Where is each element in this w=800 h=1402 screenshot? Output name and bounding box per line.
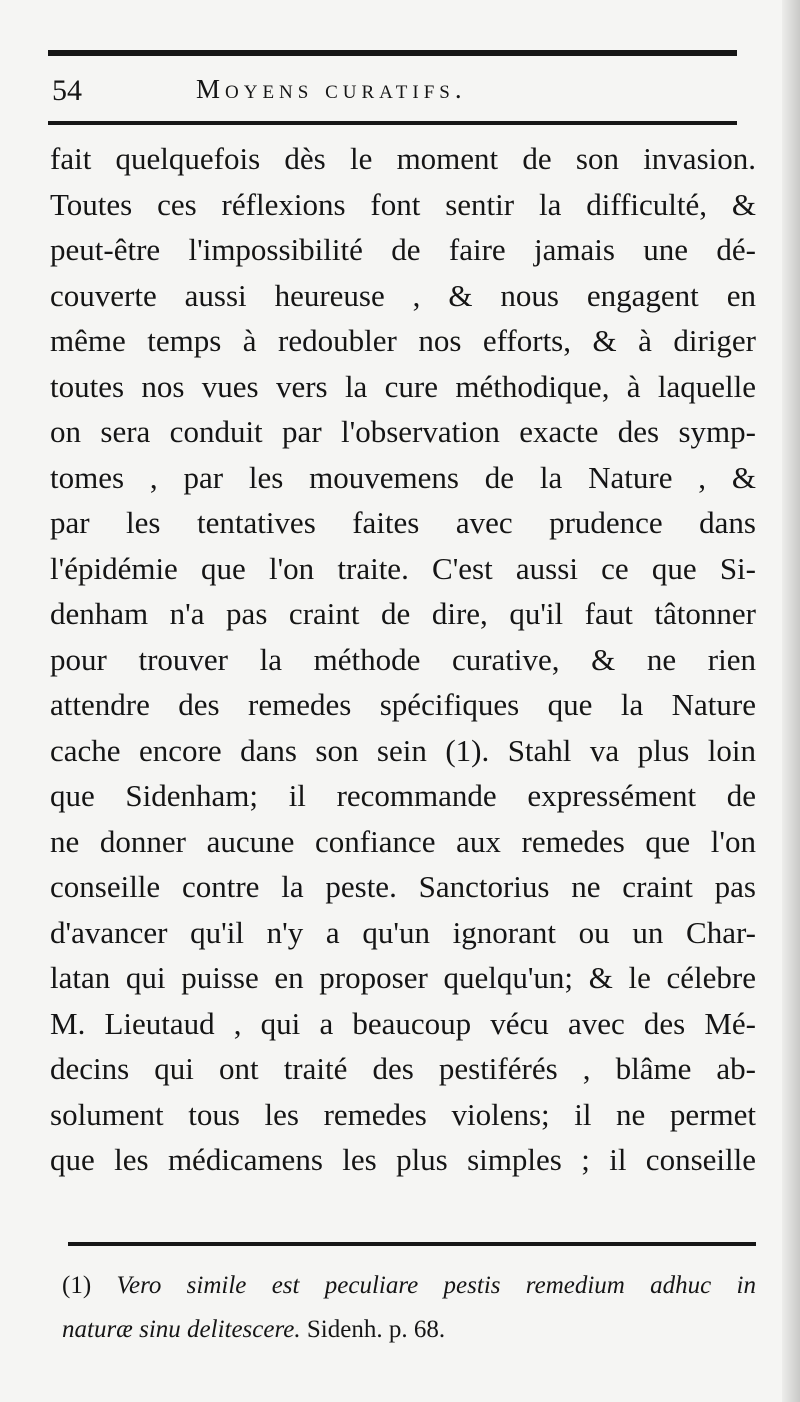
page-number: 54 bbox=[52, 74, 82, 107]
text-line: denham n'a pas craint de dire, qu'il faut tâtonner bbox=[50, 596, 756, 631]
text-line: conseille contre la peste. Sanctorius ne craint pas bbox=[50, 869, 756, 904]
text-line: Toutes ces réflexions font sentir la difficulté, & bbox=[50, 186, 756, 222]
footnote-line-1 bbox=[62, 1264, 756, 1308]
body-text bbox=[50, 136, 756, 1183]
text-line: d'avancer qu'il n'y a qu'un ignorant ou un Char- bbox=[50, 914, 756, 950]
footnote-marker: (1) bbox=[62, 1272, 92, 1299]
page-header bbox=[48, 66, 738, 110]
text-line: M. Lieutaud , qui a beaucoup vécu avec des Mé- bbox=[50, 1005, 756, 1041]
top-rule bbox=[48, 50, 737, 56]
text-line: toutes nos vues vers la cure méthodique, à laquelle bbox=[50, 368, 756, 404]
running-title: Moyens curatifs. bbox=[196, 74, 467, 104]
text-line: attendre des remedes spécifiques que la Nature bbox=[50, 687, 756, 722]
text-line: on sera conduit par l'observation exacte des symp- bbox=[50, 414, 756, 449]
text-line: couverte aussi heureuse , & nous engagent en bbox=[50, 277, 756, 313]
text-line: que les médicamens les plus simples ; il conseille bbox=[50, 1142, 756, 1177]
text-line: decins qui ont traité des pestiférés , blâme ab- bbox=[50, 1051, 756, 1086]
text-line: même temps à redoubler nos efforts, & à diriger bbox=[50, 323, 756, 358]
text-line: peut-être l'impossibilité de faire jamais une dé- bbox=[50, 232, 756, 267]
header-rule bbox=[48, 121, 737, 125]
text-line: par les tentatives faites avec prudence dans bbox=[50, 505, 756, 540]
text-line: fait quelquefois dès le moment de son invasion. bbox=[50, 141, 756, 176]
text-line: latan qui puisse en proposer quelqu'un; & le célebre bbox=[50, 960, 756, 995]
text-line: l'épidémie que l'on traite. C'est aussi ce que Si- bbox=[50, 550, 756, 586]
text-line: ne donner aucune confiance aux remedes que l'on bbox=[50, 823, 756, 859]
footnote-line-2 bbox=[62, 1308, 756, 1352]
footnote-quote-1: Vero simile est peculiare pestis remedium adhuc in bbox=[116, 1272, 757, 1299]
footnote-rule bbox=[68, 1242, 756, 1246]
footnote-reference: Sidenh. p. 68. bbox=[306, 1316, 446, 1343]
text-line: tomes , par les mouvemens de la Nature , & bbox=[50, 459, 756, 495]
footnote-quote-2: naturæ sinu delitescere. bbox=[62, 1316, 301, 1343]
footnote bbox=[62, 1264, 756, 1352]
page-edge-shadow bbox=[782, 0, 800, 1402]
text-line: que Sidenham; il recommande expressément de bbox=[50, 778, 756, 813]
text-line: pour trouver la méthode curative, & ne rien bbox=[50, 641, 756, 677]
text-line: cache encore dans son sein (1). Stahl va plus loin bbox=[50, 732, 756, 768]
text-line: solument tous les remedes violens; il ne permet bbox=[50, 1096, 756, 1132]
